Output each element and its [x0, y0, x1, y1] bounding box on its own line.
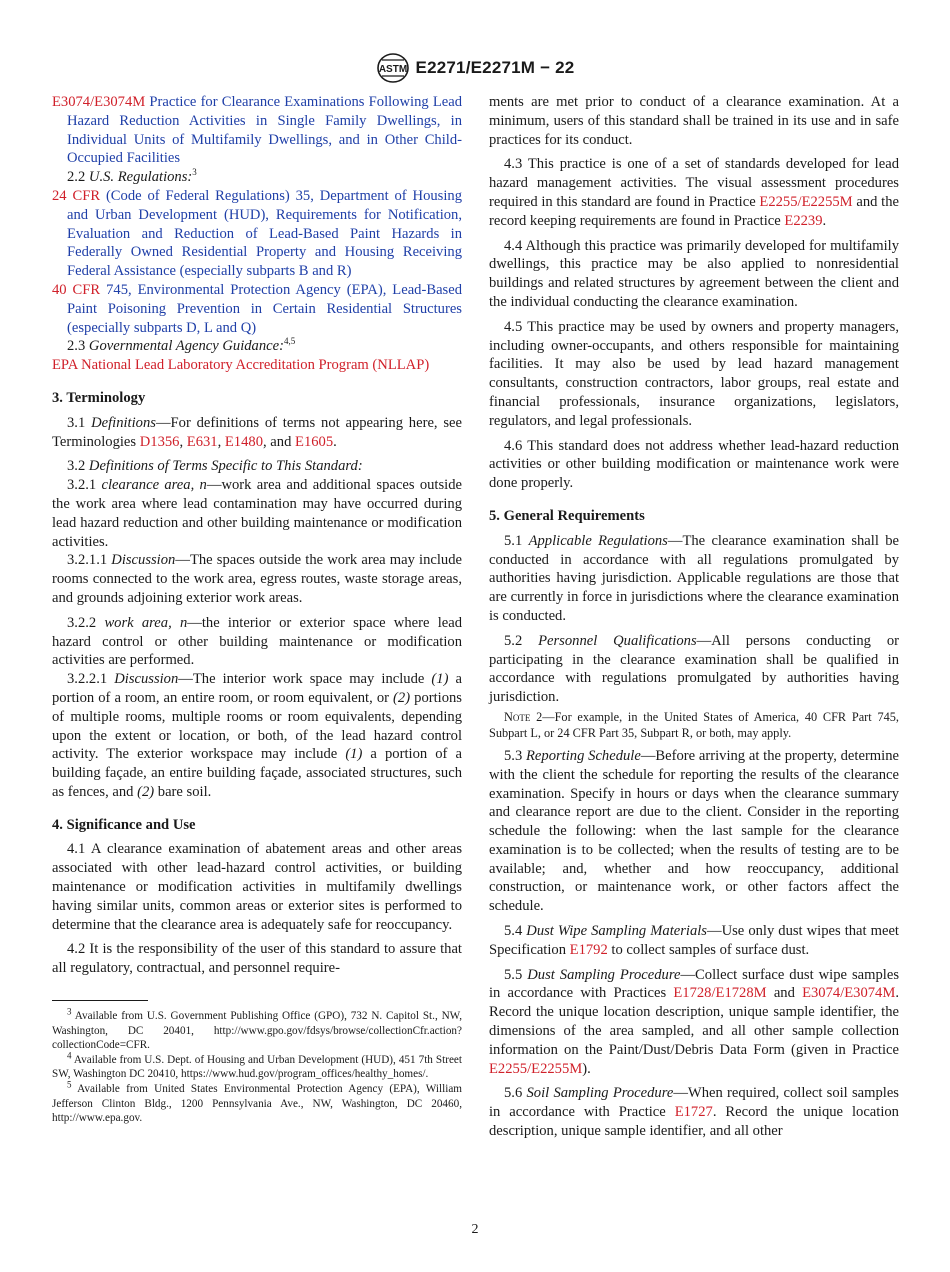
reference-nllap	[52, 356, 462, 375]
link-e2255[interactable]: E2255/E2255M	[759, 193, 853, 210]
paragraph-3-2-2-1: 3.2.2.1 Discussion—The interior work space may include (1) a portion of a room, an entire room, or room equivalent, or (2) portions of multiple rooms, multiple rooms or room equivalents, depending upon the extent or location, or both, of the lead hazard control activity. The exterior workspace may include (1) a portion of a building façade, an entire building façade, associated structures, such as fences, and (2) bare soil.	[52, 671, 462, 800]
page-header	[0, 52, 950, 84]
link-e1727[interactable]: E1727	[674, 1104, 713, 1121]
link-nllap[interactable]: EPA National Lead Laboratory Accreditation Program (NLLAP)	[52, 357, 430, 374]
paragraph-3-2-2: 3.2.2 work area, n—the interior or exterior space where lead hazard control or other building maintenance or modification activities are performed.	[52, 614, 462, 669]
paragraph-3-2-1-1: 3.2.1.1 Discussion—The spaces outside the work area may include rooms connected to the work area, egress routes, waste storage areas, and grounds adjoining exterior work areas.	[52, 552, 462, 606]
paragraph-4-5: 4.5 This practice may be used by owners and property managers, including owner-occupants, and others responsible for maintaining facilities. It may also be used by lead hazard management consultants, construction contractors, labor groups, real estate and financial professionals, insurance organizations, legislators, regulators, and legal professionals.	[489, 318, 899, 429]
reference-e3074: E3074/E3074M Practice for Clearance Examinations Following Lead Hazard Reduction Activities in Single Family Dwellings, in Individual Units of Multifamily Dwellings, and in Other Child-Occupied Facilities	[52, 94, 462, 167]
reference-24cfr: 24 CFR (Code of Federal Regulations) 35, Department of Housing and Urban Development (HUD), Requirements for Notification, Evaluation and Reduction of Lead-Based Paint Hazards in Federally Owned Residential Property and Housing Receiving Federal Assistance (especially subparts B and R)	[52, 187, 463, 280]
paragraph-5-4: 5.4 Dust Wipe Sampling Materials—Use only dust wipes that meet Specification E1792 to collect samples of surface dust.	[489, 923, 899, 958]
footnote-3: $^3$ Available from U.S. Government Publishing Office (GPO), 732 N. Capitol St., NW, Washington, DC 20401, http://www.gpo.gov/fdsys/browse/collectionCfr.action?collectionCode=CFR.	[52, 1006, 462, 1052]
link-e1605[interactable]: E1605	[295, 433, 334, 450]
link-e1792[interactable]: E1792	[569, 941, 608, 958]
link-e3074-b[interactable]: E3074/E3074M	[802, 985, 896, 1002]
link-e1480[interactable]: E1480	[224, 433, 263, 450]
page-number: 2	[471, 1222, 479, 1237]
paragraph-4-6: 4.6 This standard does not address whether lead-hazard reduction activities or other building modification or maintenance work were done properly.	[489, 437, 899, 492]
section-2-3: 2.3 Governmental Agency Guidance:$^{4,5}$	[67, 336, 296, 355]
reference-40cfr: 40 CFR 745, Environmental Protection Agency (EPA), Lead-Based Paint Poisoning Prevention in Certain Residential Structures (especially subparts D, L and Q)	[52, 281, 463, 336]
link-40cfr[interactable]: 40 CFR	[52, 281, 101, 298]
paragraph-3-2-1: 3.2.1 clearance area, n—work area and additional spaces outside the work area where lead contamination may have occurred during lead hazard reduction and other building maintenance or modification activities.	[52, 477, 462, 550]
paragraph-5-5: 5.5 Dust Sampling Procedure—Collect surface dust wipe samples in accordance with Practices E1728/E1728M and E3074/E3074M. Record the unique location description, unique sample identifier, the dimensions of the area sampled, and all other sample collection information on the Paint/Dust/Debris Data Form (given in Practice E2255/E2255M).	[489, 966, 899, 1077]
paragraph-4-2-continued: ments are met prior to conduct of a clearance examination. At a minimum, users of this standard shall be trained in its use and in safe practices for its conduct.	[489, 94, 899, 148]
link-e3074[interactable]: E3074/E3074M	[52, 94, 146, 110]
section-2-2: 2.2 U.S. Regulations:$^3$	[67, 167, 197, 186]
footnote-5: $^5$ Available from United States Environmental Protection Agency (EPA), William Jefferson Clinton Bldg., 1200 Pennsylvania Ave., NW, Washington, DC 20460, http://www.epa.gov.	[52, 1079, 462, 1125]
link-d1356[interactable]: D1356	[139, 433, 180, 450]
note-2: Note 2—For example, in the United States of America, 40 CFR Part 745, Subpart L, or 24 CFR Part 35, Subpart R, or both, may apply.	[489, 709, 899, 740]
section-5-heading: 5. General Requirements	[489, 507, 645, 524]
paragraph-5-1: 5.1 Applicable Regulations—The clearance examination shall be conducted in accordance with all regulations promulgated by authorities having jurisdiction. Applicable regulations are those that are currently in force in jurisdictions where the clearance examination is conducted.	[489, 532, 899, 624]
left-column	[52, 93, 462, 1126]
paragraph-5-2: 5.2 Personnel Qualifications—All persons conducting or participating in the clearance examination shall be qualified in accordance with regulations promulgated by authorities having jurisdiction.	[489, 632, 899, 706]
link-e1728[interactable]: E1728/E1728M	[673, 985, 767, 1002]
paragraph-4-2: 4.2 It is the responsibility of the user of this standard to assure that all regulatory, contractual, and personnel require-	[52, 941, 462, 977]
astm-logo-icon	[376, 52, 410, 84]
paragraph-5-3: 5.3 Reporting Schedule—Before arriving at the property, determine with the client the schedule for reporting the results of the clearance examination. Specify in hours or days when the clearance summary and clearance report are due to the client. Consider in the reporting schedule the following: when the last sample for the clearance examination is to be collected; when the results of testing are to be available; and, whether and how reoccupancy, additional construction, or maintenance work, or other factors affect the schedule.	[489, 747, 899, 915]
section-4-heading: 4. Significance and Use	[52, 816, 196, 833]
link-e2239[interactable]: E2239	[784, 212, 823, 229]
paragraph-3-1: 3.1 Definitions—For definitions of terms not appearing here, see Terminologies D1356, E631, E1480, and E1605.	[52, 414, 463, 450]
footnote-4: $^4$ Available from U.S. Dept. of Housing and Urban Development (HUD), 451 7th Street SW, Washington DC 20410, https://www.hud.gov/program_offices/healthy_homes/.	[52, 1050, 462, 1081]
link-24cfr[interactable]: 24 CFR	[52, 187, 101, 204]
footnote-rule	[52, 1000, 148, 1001]
paragraph-4-1: 4.1 A clearance examination of abatement areas and other areas associated with other lead-hazard control activities, or building maintenance or modification activities in multifamily dwellings having similar units, common areas or exterior sites is performed to determine that the clearance area is adequately safe for reoccupancy.	[52, 841, 462, 933]
paragraph-4-3: 4.3 This practice is one of a set of standards developed for lead hazard management activities. The visual assessment procedures required in this standard are found in Practice E2255/E2255M and the record keeping requirements are found in Practice E2239.	[489, 156, 899, 229]
right-column	[489, 93, 899, 1147]
link-e631[interactable]: E631	[186, 433, 218, 450]
svg-text:ASTM: ASTM	[378, 64, 407, 75]
paragraph-4-4: 4.4 Although this practice was primarily developed for multifamily dwellings, this practice may be also applied to nonresidential buildings and related structures by agreement between the client and the individual conducting the clearance examination.	[489, 237, 899, 310]
section-3-heading: 3. Terminology	[52, 389, 146, 406]
paragraph-3-2: 3.2 Definitions of Terms Specific to This Standard:	[67, 458, 363, 475]
standard-designation: E2271/E2271M − 22	[415, 58, 575, 77]
paragraph-5-6: 5.6 Soil Sampling Procedure—When required, collect soil samples in accordance with Practice E1727. Record the unique location description, unique sample identifier, and all other	[489, 1085, 899, 1140]
link-e2255-b[interactable]: E2255/E2255M	[489, 1060, 583, 1077]
